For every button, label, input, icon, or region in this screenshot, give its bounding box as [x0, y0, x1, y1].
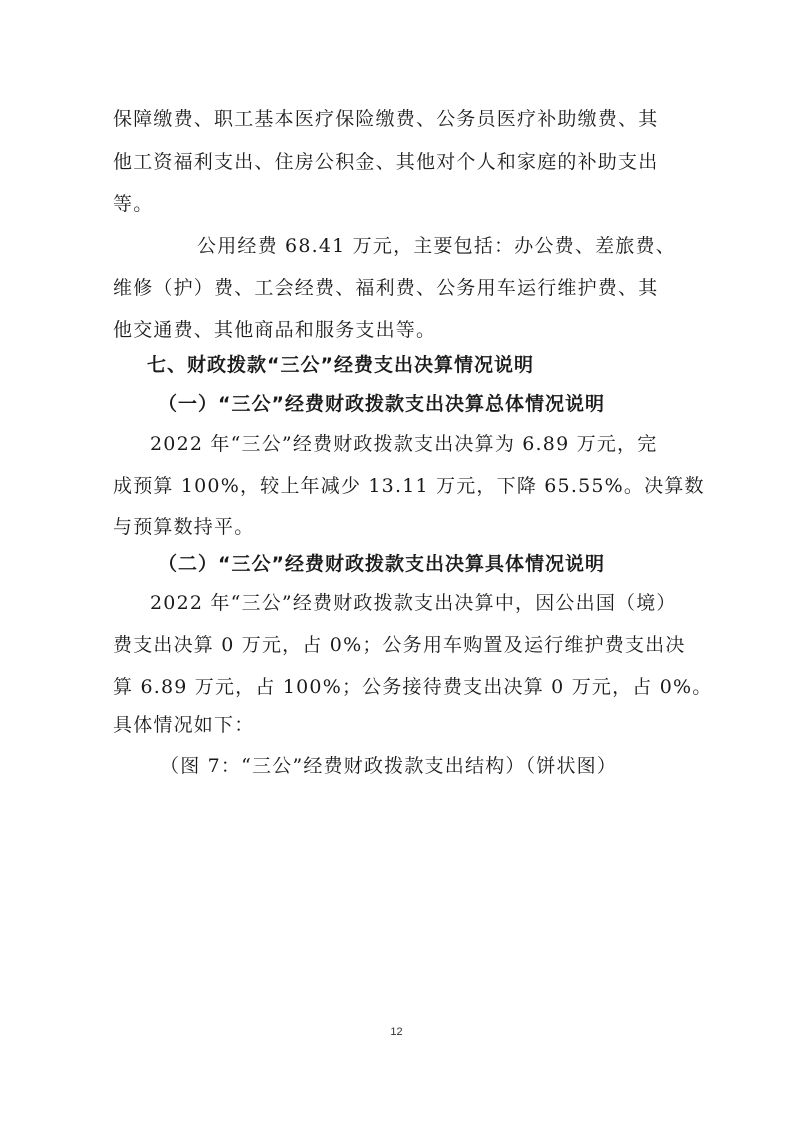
paragraph-1-line-1: 保障缴费、职工基本医疗保险缴费、公务员医疗补助缴费、其: [113, 108, 659, 130]
paragraph-4-line-3: 算 6.89 万元，占 100%；公务接待费支出决算 0 万元，占 0%。: [113, 676, 713, 698]
paragraph-2-line-2: 维修（护）费、工会经费、福利费、公务用车运行维护费、其: [113, 277, 659, 299]
paragraph-4-line-1: 2022 年“三公”经费财政拨款支出决算中，因公出国（境）: [150, 592, 677, 614]
paragraph-3-line-3: 与预算数持平。: [113, 516, 255, 538]
subsection-1-heading: （一）“三公”经费财政拨款支出决算总体情况说明: [158, 393, 605, 415]
paragraph-3-line-2: 成预算 100%，较上年减少 13.11 万元，下降 65.55%。决算数: [113, 475, 705, 497]
paragraph-1-line-3: 等。: [113, 193, 154, 215]
page-number: 12: [390, 1026, 403, 1038]
section-7-heading: 七、财政拨款“三公”经费支出决算情况说明: [147, 354, 534, 376]
paragraph-4-line-2: 费支出决算 0 万元，占 0%；公务用车购置及运行维护费支出决: [113, 634, 686, 656]
subsection-2-heading: （二）“三公”经费财政拨款支出决算具体情况说明: [158, 553, 605, 575]
paragraph-1-line-2: 他工资福利支出、住房公积金、其他对个人和家庭的补助支出: [113, 151, 659, 173]
paragraph-2-line-3: 他交通费、其他商品和服务支出等。: [113, 319, 437, 341]
figure-caption: （图 7：“三公”经费财政拨款支出结构）（饼状图）: [160, 755, 618, 777]
paragraph-4-line-4: 具体情况如下：: [113, 714, 255, 736]
paragraph-3-line-1: 2022 年“三公”经费财政拨款支出决算为 6.89 万元，完: [150, 433, 658, 455]
paragraph-2-line-1: 公用经费 68.41 万元，主要包括：办公费、差旅费、: [197, 235, 676, 257]
